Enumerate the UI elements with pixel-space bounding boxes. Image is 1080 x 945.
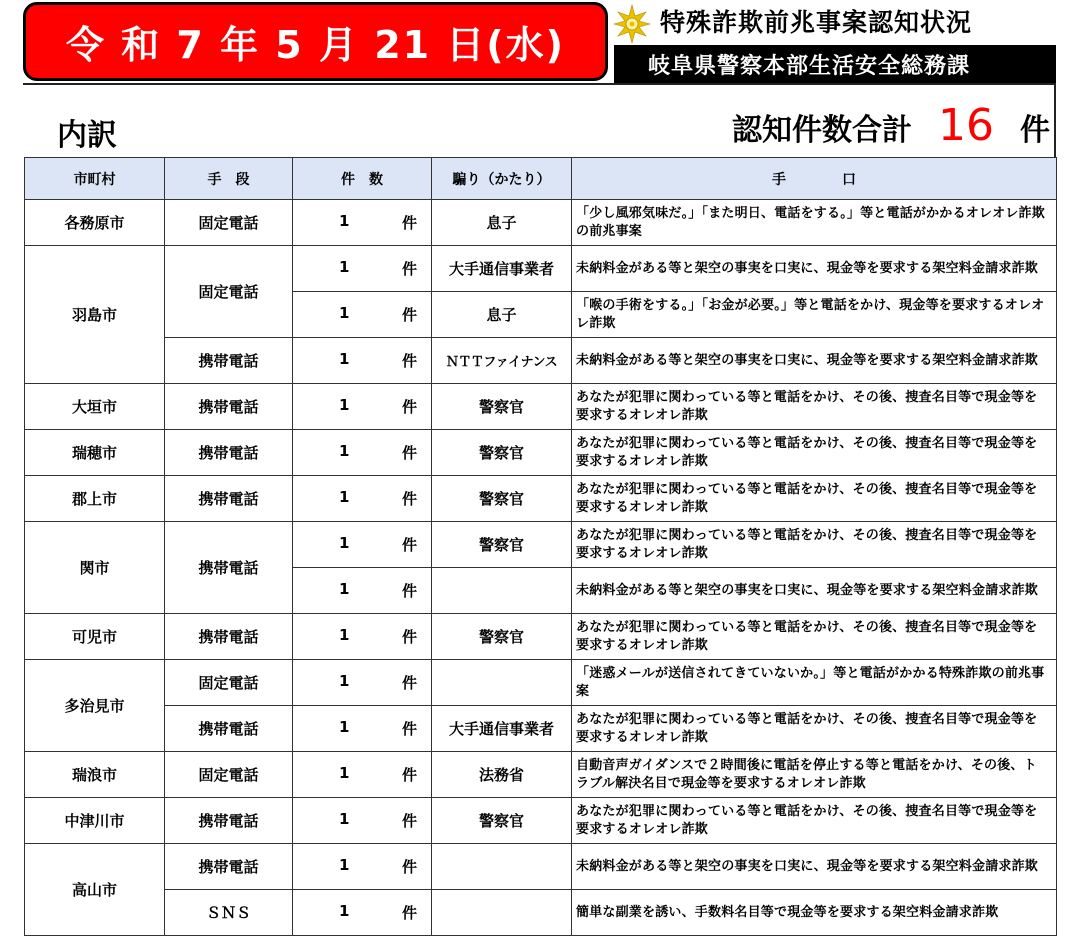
municipality-cell: 瑞浪市 <box>25 752 165 798</box>
method-cell: 固定電話 <box>165 752 293 798</box>
technique-cell: あなたが犯罪に関わっている等と電話をかけ、その後、捜査名目等で現金等を要求するオレオレ詐欺 <box>572 706 1057 752</box>
method-cell: 携帯電話 <box>165 614 293 660</box>
technique-cell: 未納料金がある等と架空の事実を口実に、現金等を要求する架空料金請求詐欺 <box>572 246 1057 292</box>
pretend-cell: 息子 <box>432 200 572 246</box>
count-cell <box>293 844 432 890</box>
pretend-cell <box>432 890 572 936</box>
header-technique: 手 口 <box>572 158 1057 200</box>
count-cell <box>293 798 432 844</box>
method-cell: 固定電話 <box>165 246 293 338</box>
count-unit: 件 <box>401 536 417 554</box>
count-unit: 件 <box>401 904 417 922</box>
count-value: 1 <box>339 304 350 322</box>
count-cell <box>293 522 432 568</box>
table-row <box>25 384 1057 430</box>
table-row <box>25 660 1057 706</box>
technique-cell: あなたが犯罪に関わっている等と電話をかけ、その後、捜査名目等で現金等を要求するオレオレ詐欺 <box>572 614 1057 660</box>
municipality-cell: 多治見市 <box>25 660 165 752</box>
count-value: 1 <box>339 442 350 460</box>
count-value: 1 <box>339 810 350 828</box>
technique-cell: あなたが犯罪に関わっている等と電話をかけ、その後、捜査名目等で現金等を要求するオレオレ詐欺 <box>572 384 1057 430</box>
table-row <box>25 200 1057 246</box>
method-cell: 固定電話 <box>165 660 293 706</box>
count-cell <box>293 614 432 660</box>
count-unit: 件 <box>401 628 417 646</box>
count-unit: 件 <box>401 352 417 370</box>
table-row <box>25 338 1057 384</box>
count-value: 1 <box>339 764 350 782</box>
technique-cell: 未納料金がある等と架空の事実を口実に、現金等を要求する架空料金請求詐欺 <box>572 338 1057 384</box>
table-row <box>25 476 1057 522</box>
municipality-cell: 大垣市 <box>25 384 165 430</box>
header-rule <box>23 83 1056 85</box>
pretend-cell: 法務省 <box>432 752 572 798</box>
method-cell: 携帯電話 <box>165 844 293 890</box>
count-unit: 件 <box>401 582 417 600</box>
technique-cell: あなたが犯罪に関わっている等と電話をかけ、その後、捜査名目等で現金等を要求するオレオレ詐欺 <box>572 798 1057 844</box>
count-value: 1 <box>339 396 350 414</box>
method-cell: 携帯電話 <box>165 798 293 844</box>
municipality-cell: 各務原市 <box>25 200 165 246</box>
technique-cell: 「少し風邪気味だ。」「また明日、電話をする。」等と電話がかかるオレオレ詐欺の前兆事案 <box>572 200 1057 246</box>
technique-cell: 未納料金がある等と架空の事実を口実に、現金等を要求する架空料金請求詐欺 <box>572 844 1057 890</box>
header-municipality: 市町村 <box>25 158 165 200</box>
table-row <box>25 890 1057 936</box>
count-value: 1 <box>339 856 350 874</box>
method-cell: 固定電話 <box>165 200 293 246</box>
total-value: 16 <box>938 100 994 151</box>
police-emblem-icon <box>612 4 652 44</box>
pretend-cell <box>432 660 572 706</box>
technique-cell: 未納料金がある等と架空の事実を口実に、現金等を要求する架空料金請求詐欺 <box>572 568 1057 614</box>
count-cell <box>293 430 432 476</box>
count-unit: 件 <box>401 812 417 830</box>
municipality-cell: 関市 <box>25 522 165 614</box>
count-unit: 件 <box>401 444 417 462</box>
table-row <box>25 706 1057 752</box>
count-cell <box>293 384 432 430</box>
report-title: 特殊詐欺前兆事案認知状況 <box>660 8 973 37</box>
table-row <box>25 844 1057 890</box>
count-value: 1 <box>339 350 350 368</box>
table-row <box>25 522 1057 568</box>
count-value: 1 <box>339 718 350 736</box>
count-unit: 件 <box>401 766 417 784</box>
header-method: 手 段 <box>165 158 293 200</box>
technique-cell: 「迷惑メールが送信されてきていないか。」等と電話がかかる特殊詐欺の前兆事案 <box>572 660 1057 706</box>
method-cell: 携帯電話 <box>165 522 293 614</box>
count-unit: 件 <box>401 214 417 232</box>
municipality-cell: 羽島市 <box>25 246 165 384</box>
table-row <box>25 614 1057 660</box>
count-cell <box>293 660 432 706</box>
count-cell <box>293 476 432 522</box>
count-value: 1 <box>339 902 350 920</box>
count-cell <box>293 890 432 936</box>
technique-cell: 簡単な副業を誘い、手数料名目等で現金等を要求する架空料金請求詐欺 <box>572 890 1057 936</box>
department-bar: 岐阜県警察本部生活安全総務課 <box>614 45 1056 83</box>
breakdown-label: 内訳 <box>57 118 117 153</box>
total-unit: 件 <box>1020 113 1050 148</box>
municipality-cell: 郡上市 <box>25 476 165 522</box>
table-header-row <box>25 158 1057 200</box>
technique-cell: あなたが犯罪に関わっている等と電話をかけ、その後、捜査名目等で現金等を要求するオレオレ詐欺 <box>572 522 1057 568</box>
count-cell <box>293 706 432 752</box>
count-value: 1 <box>339 212 350 230</box>
method-cell: 携帯電話 <box>165 476 293 522</box>
pretend-cell: 大手通信事業者 <box>432 246 572 292</box>
date-banner: 令 和 7 年 5 月 21 日(水) <box>23 2 608 81</box>
table-row <box>25 752 1057 798</box>
count-cell <box>293 752 432 798</box>
pretend-cell: ＮＴＴファイナンス <box>432 338 572 384</box>
pretend-cell: 警察官 <box>432 430 572 476</box>
header-right-rule <box>1054 83 1056 157</box>
count-unit: 件 <box>401 858 417 876</box>
pretend-cell <box>432 568 572 614</box>
method-cell: 携帯電話 <box>165 338 293 384</box>
pretend-cell: 息子 <box>432 292 572 338</box>
table-row <box>25 246 1057 292</box>
count-value: 1 <box>339 258 350 276</box>
count-cell <box>293 568 432 614</box>
count-unit: 件 <box>401 720 417 738</box>
count-value: 1 <box>339 580 350 598</box>
total-label: 認知件数合計 <box>732 113 912 148</box>
count-unit: 件 <box>401 398 417 416</box>
pretend-cell: 警察官 <box>432 798 572 844</box>
count-cell <box>293 338 432 384</box>
header-count: 件 数 <box>293 158 432 200</box>
total-count <box>732 100 1050 151</box>
method-cell: 携帯電話 <box>165 384 293 430</box>
pretend-cell: 大手通信事業者 <box>432 706 572 752</box>
count-unit: 件 <box>401 260 417 278</box>
municipality-cell: 瑞穂市 <box>25 430 165 476</box>
pretend-cell: 警察官 <box>432 384 572 430</box>
pretend-cell: 警察官 <box>432 522 572 568</box>
incident-table <box>24 157 1057 936</box>
count-value: 1 <box>339 672 350 690</box>
technique-cell: 「喉の手術をする。」「お金が必要。」等と電話をかけ、現金等を要求するオレオレ詐欺 <box>572 292 1057 338</box>
municipality-cell: 可児市 <box>25 614 165 660</box>
municipality-cell: 高山市 <box>25 844 165 936</box>
pretend-cell: 警察官 <box>432 476 572 522</box>
count-unit: 件 <box>401 490 417 508</box>
table-row <box>25 798 1057 844</box>
method-cell: 携帯電話 <box>165 430 293 476</box>
method-cell: ＳＮＳ <box>165 890 293 936</box>
count-value: 1 <box>339 534 350 552</box>
technique-cell: 自動音声ガイダンスで２時間後に電話を停止する等と電話をかけ、その後、トラブル解決名目で現金等を要求するオレオレ詐欺 <box>572 752 1057 798</box>
count-cell <box>293 200 432 246</box>
count-value: 1 <box>339 626 350 644</box>
count-cell <box>293 292 432 338</box>
municipality-cell: 中津川市 <box>25 798 165 844</box>
count-unit: 件 <box>401 306 417 324</box>
table-row <box>25 430 1057 476</box>
header-pretend: 騙り（かたり） <box>432 158 572 200</box>
pretend-cell <box>432 844 572 890</box>
pretend-cell: 警察官 <box>432 614 572 660</box>
count-unit: 件 <box>401 674 417 692</box>
count-value: 1 <box>339 488 350 506</box>
count-cell <box>293 246 432 292</box>
technique-cell: あなたが犯罪に関わっている等と電話をかけ、その後、捜査名目等で現金等を要求するオレオレ詐欺 <box>572 430 1057 476</box>
technique-cell: あなたが犯罪に関わっている等と電話をかけ、その後、捜査名目等で現金等を要求するオレオレ詐欺 <box>572 476 1057 522</box>
method-cell: 携帯電話 <box>165 706 293 752</box>
